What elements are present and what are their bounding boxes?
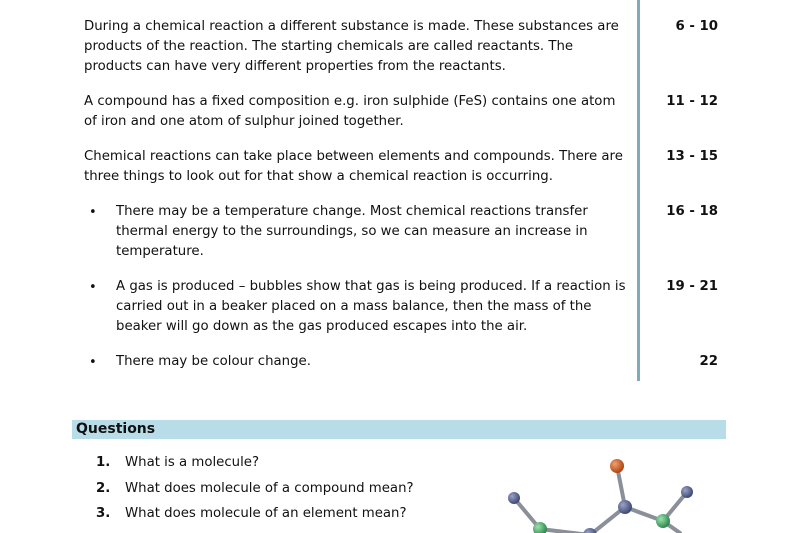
ref-bullet-3: 22 xyxy=(699,354,718,369)
question-text: What does molecule of a compound mean? xyxy=(125,481,414,496)
carbon-atom xyxy=(508,492,520,504)
question-number: 3. xyxy=(96,506,111,521)
ref-paragraph-3: 13 - 15 xyxy=(666,149,718,164)
bullet-marker: • xyxy=(89,205,97,220)
bond xyxy=(540,529,590,533)
green-atom xyxy=(656,514,670,528)
ref-paragraph-1: 6 - 10 xyxy=(675,19,718,34)
column-divider xyxy=(637,0,640,381)
question-text: What does molecule of an element mean? xyxy=(125,506,407,521)
ref-bullet-1: 16 - 18 xyxy=(666,204,718,219)
molecule-illustration xyxy=(480,445,740,533)
paragraph-reactions: Chemical reactions can take place between elements and compounds. There are three things to look out for that show a chemical reaction is occurring. xyxy=(84,149,623,184)
ref-paragraph-2: 11 - 12 xyxy=(666,94,718,109)
bullet-marker: • xyxy=(89,355,97,370)
questions-title: Questions xyxy=(76,421,156,437)
bullet-gas: A gas is produced – bubbles show that gas is being produced. If a reaction is carried out in a beaker placed on a mass balance, then the mass of the beaker will go down as the gas produced escapes into the air. xyxy=(116,279,626,334)
oxygen-atom xyxy=(610,459,624,473)
question-number: 2. xyxy=(96,481,111,496)
question-number: 1. xyxy=(96,455,111,470)
questions-header xyxy=(72,420,726,439)
paragraph-reaction: During a chemical reaction a different substance is made. These substances are products of the reaction. The starting chemicals are called reactants. The products can have very different properties from the reactants. xyxy=(84,19,619,74)
bullet-temperature: There may be a temperature change. Most chemical reactions transfer thermal energy to the surroundings, so we can measure an increase in temperature. xyxy=(116,204,588,259)
carbon-atom xyxy=(618,500,632,514)
paragraph-compound: A compound has a fixed composition e.g. iron sulphide (FeS) contains one atom of iron and one atom of sulphur joined together. xyxy=(84,94,616,129)
question-text: What is a molecule? xyxy=(125,455,260,470)
ref-bullet-2: 19 - 21 xyxy=(666,279,718,294)
carbon-atom xyxy=(681,486,693,498)
bullet-colour: There may be colour change. xyxy=(116,354,311,369)
bullet-marker: • xyxy=(89,280,97,295)
